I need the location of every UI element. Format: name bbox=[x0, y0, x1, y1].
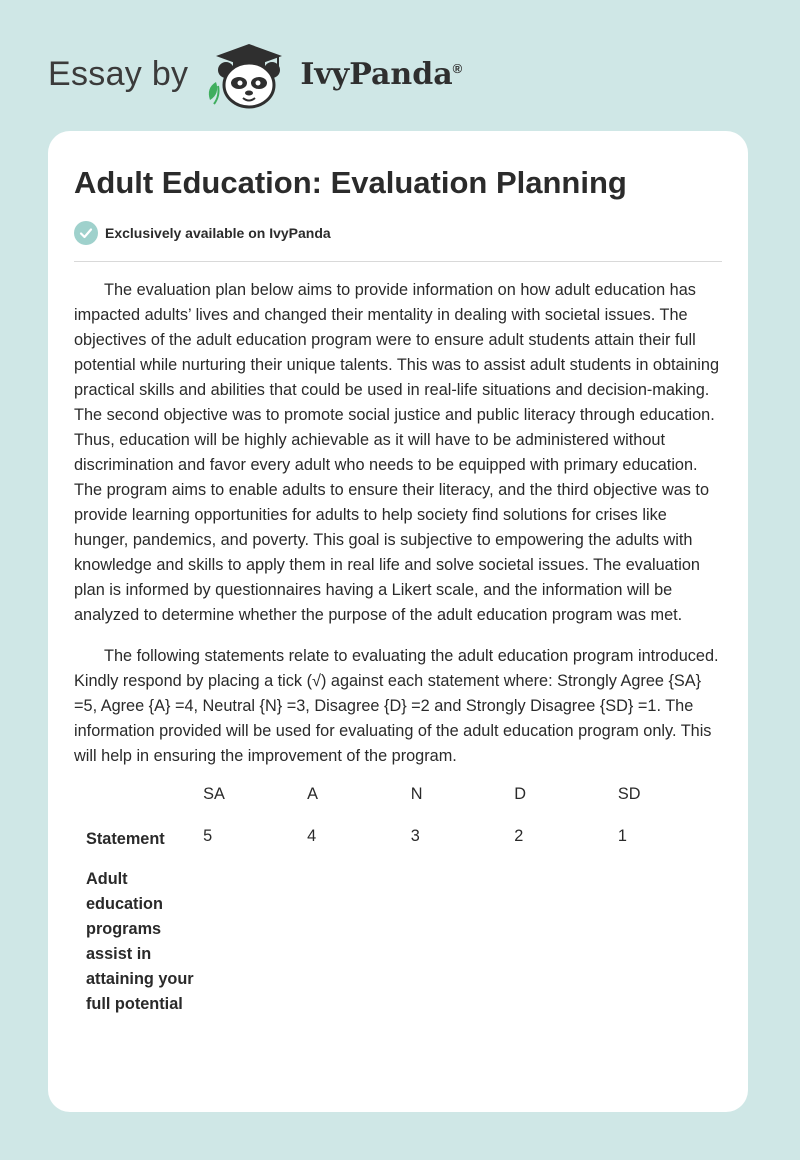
statement-cell: Adult education programs assist in attaining your full potential bbox=[86, 870, 194, 1013]
scale-label: N bbox=[410, 785, 423, 803]
statement-header: Statement bbox=[86, 830, 165, 848]
site-header bbox=[48, 34, 462, 114]
ivypanda-logo-icon[interactable] bbox=[204, 38, 294, 110]
scale-value: 5 bbox=[203, 827, 213, 845]
scale-value: 4 bbox=[307, 827, 317, 845]
article-body bbox=[74, 278, 722, 1017]
paragraph: The evaluation plan below aims to provide information on how adult education has impacted adults’ lives and changed their mentality in dealing with societal issues. The objectives of the adult education program were to ensure adult students attain their full potential while nurturing their unique talents. This was to assist adult students in obtaining practical skills and abilities that could be used in real-life situations and decision-making. The second objective was to promote social justice and public literacy through education. Thus, education will be highly achievable as it will have to be administered without discrimination and favor every adult who needs to be equipped with primary education. The program aims to enable adults to ensure their literacy, and the third objective was to provide learning opportunities for adults to help society find solutions for crises like hunger, pandemics, and poverty. This goal is subjective to empowering the adults with knowledge and skills to apply them in real life and solve societal issues. The evaluation plan is informed by questionnaires having a Likert scale, and the information will be analyzed to determine whether the purpose of the adult education program was met. bbox=[74, 281, 720, 624]
scale-label: SA bbox=[203, 785, 225, 803]
table-cell-empty bbox=[74, 785, 203, 827]
check-icon bbox=[74, 221, 98, 245]
response-cell[interactable] bbox=[618, 867, 722, 1017]
response-cell[interactable] bbox=[514, 867, 618, 1017]
table-row bbox=[74, 827, 722, 867]
table-row bbox=[74, 867, 722, 1017]
essay-by-label: Essay by bbox=[48, 54, 189, 93]
article-card bbox=[48, 131, 748, 1112]
scale-label: SD bbox=[617, 785, 641, 803]
scale-value: 1 bbox=[617, 827, 627, 845]
scale-value: 2 bbox=[514, 827, 524, 845]
brand-name[interactable]: IvyPanda® bbox=[300, 56, 463, 92]
paragraph: The following statements relate to evaluating the adult education program introduced. Kindly respond by placing a tick (√) against each statement where: Strongly Agree {SA} =5, Agree {A} =4, Neutral {N} =3, Disagree {D} =2 and Strongly Disagree {SD} =1. The information provided will be used for evaluating of the adult education program only. This will help in ensuring the improvement of the program. bbox=[74, 647, 719, 765]
exclusive-badge bbox=[74, 221, 331, 245]
table-header-row bbox=[74, 785, 722, 827]
scale-label: D bbox=[514, 785, 527, 803]
response-cell[interactable] bbox=[411, 867, 515, 1017]
divider bbox=[74, 261, 722, 262]
response-cell[interactable] bbox=[203, 867, 307, 1017]
scale-value: 3 bbox=[410, 827, 420, 845]
likert-table bbox=[74, 785, 722, 1017]
exclusive-badge-text: Exclusively available on IvyPanda bbox=[105, 225, 331, 241]
page-title: Adult Education: Evaluation Planning bbox=[74, 165, 627, 200]
scale-label: A bbox=[307, 785, 319, 803]
response-cell[interactable] bbox=[307, 867, 411, 1017]
